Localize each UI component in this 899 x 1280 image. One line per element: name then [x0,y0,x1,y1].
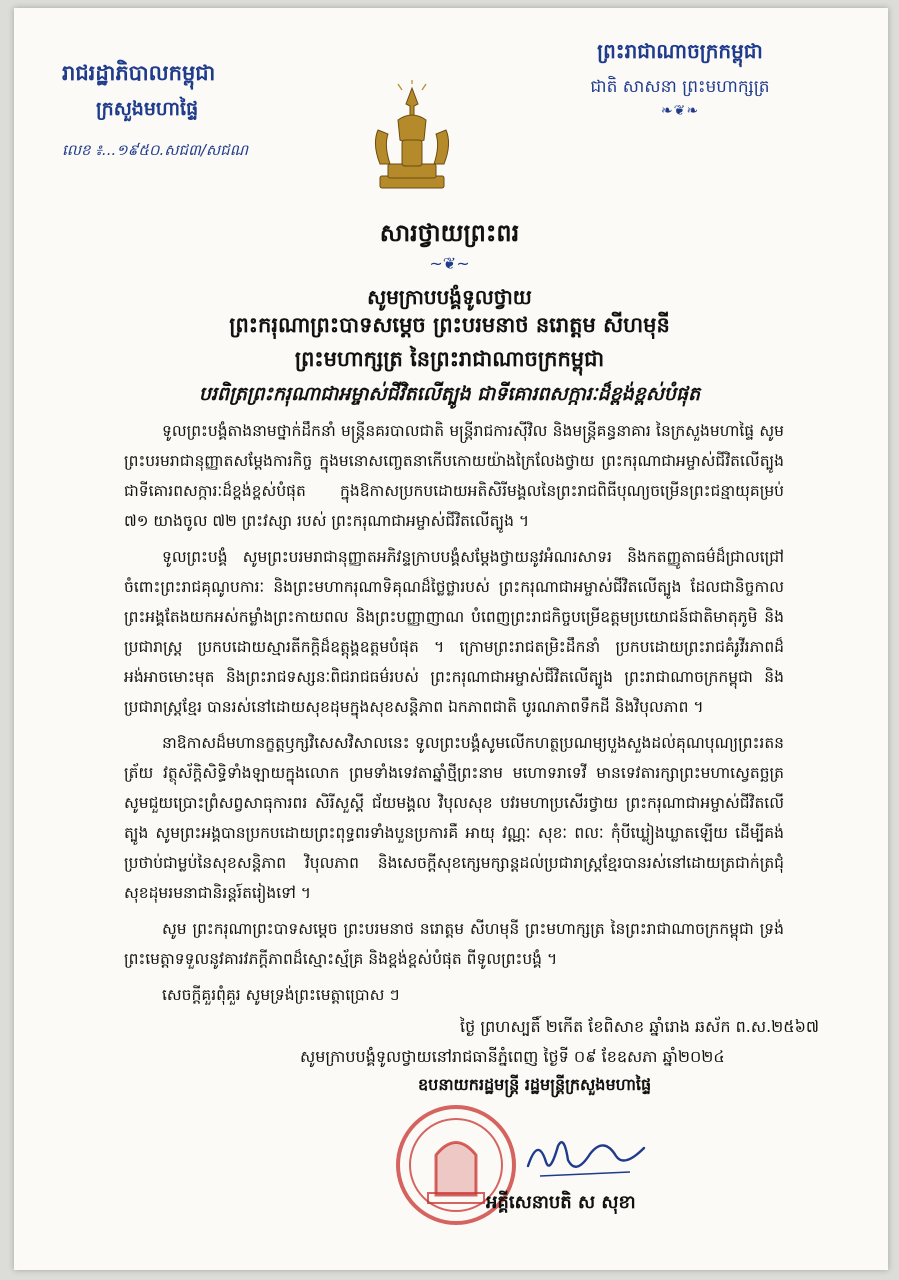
date-block [300,1012,840,1072]
body-paragraph: ទូលព្រះបង្គំតាងនាមថ្នាក់ដឹកនាំ មន្ត្រីនគរបាលជាតិ មន្ត្រីរាជការស៊ីវិល និងមន្ត្រីគន្ធនាគារ នៃក្រសួងមហាផ្ទៃ សូមព្រះបរមរាជានុញ្ញាតសម្ដែងការកិច្ច ក្នុងមនោសញ្ចេតនាកើបកោយយ៉ាងក្រៃលែងថ្វាយ ព្រះករុណាជាអម្ចាស់ជីវិតលើត្បូង ជាទីគោរពសក្ការៈដ៏ខ្ពង់ខ្ពស់បំផុត ក្នុងឱកាសប្រកបដោយអតិសិរីមង្គលនៃព្រះរាជពិធីបុណ្យចម្រើនព្រះជន្មាយុគម្រប់ ៧១ យាងចូល ៧២ ព្រះវស្សា របស់ ព្រះករុណាជាអម្ចាស់ជីវិតលើត្បូង ។ [124,422,784,530]
national-motto: ជាតិ សាសនា ព្រះមហាក្សត្រ [590,77,770,97]
title-ornament: ~❦~ [429,254,470,273]
signer-name: អគ្គីសេនាបតិ ស សុខា [486,1192,636,1213]
kingdom-header [555,38,805,119]
kingdom-name: ព្រះរាជាណាចក្រកម្ពុជា [597,39,763,63]
king-role-line: ព្រះមហាក្សត្រ នៃព្រះរាជាណាចក្រកម្ពុជា [294,347,605,371]
body-paragraph: ទូលព្រះបង្គំ សូមព្រះបរមរាជានុញ្ញាតអភិវន្ទក្រាបបង្គំសម្ដែងថ្វាយនូវអំណរសាទរ និងកតញ្ញូតាធម៌ដ៏ជ្រាលជ្រៅ ចំពោះព្រះរាជគុណូបការៈ និងព្រះមហាករុណាទិគុណដ៏ថ្លៃថ្លារបស់ ព្រះករុណាជាអម្ចាស់ជីវិតលើត្បូង ដែលជានិច្ចកាល ព្រះអង្គតែងយកអស់កម្លាំងព្រះកាយពល និងព្រះបញ្ញាញាណ បំពេញព្រះរាជកិច្ចបម្រើឧត្ដមប្រយោជន៍ជាតិមាតុភូមិ និងប្រជារាស្ត្រ ប្រកបដោយស្មារតីកក្ដិដ៏ឧត្ដុង្គឧត្ដមបំផុត ។ ក្រោមព្រះរាជតម្រិះដឹកនាំ ប្រកបដោយព្រះរាជគំរូវីរភាពដ៏អង់អាចមោះមុត និងព្រះរាជទស្សនៈពិជរាជធម៌របស់ ព្រះករុណាជាអម្ចាស់ជីវិតលើត្បូង ព្រះរាជាណាចក្រកម្ពុជា និងប្រជារាស្ត្រខ្មែរ បានរស់នៅដោយសុខដុមក្នុងសុខសន្តិភាព ឯកភាពជាតិ បូរណភាពទឹកដី និងវិបុលភាព ។ [124,548,784,716]
handwritten-signature [520,1126,650,1186]
ministry-name: ក្រសួងមហាផ្ទៃ [96,98,199,120]
ministry-header [62,60,292,163]
body-paragraph: សេចក្ដីគួរពុំគួរ សូមទ្រង់ព្រះមេត្តាប្រោស ៗ [162,986,400,1004]
letter-body [124,416,784,1016]
salutation-line: សូមក្រាបបង្គំទូលថ្វាយ [367,285,532,309]
body-paragraph: សូម ព្រះករុណាព្រះបាទសម្ដេច ព្រះបរមនាថ នរោត្តម សីហមុនី ព្រះមហាក្សត្រ នៃព្រះរាជាណាចក្រកម្ពុជា ទ្រង់ព្រះមេត្តាទទួលនូវគារវភក្តីភាពដ៏ស្មោះស្ម័គ្រ និងខ្ពង់ខ្ពស់បំផុត ពីទូលព្រះបង្គំ ។ [124,920,784,968]
king-title-line: ព្រះករុណាព្រះបាទសម្ដេច ព្រះបរមនាថ នរោត្តម សីហមុនី [229,313,670,337]
header-ornament: ❧❦❧ [660,103,700,119]
royal-emblem-icon [358,80,466,198]
reference-number: លេខ ៖...១៩៥០.សជ៣/សជណ [62,141,248,159]
body-paragraph: នាឱកាសដ៏មហានក្ខត្តឫក្សវិសេសវិសាលនេះ ទូលព្រះបង្គំសូមលើកហត្ថប្រណម្យបួងសួងដល់គុណបុណ្យព្រះរតនត្រ័យ វត្ថុស័ក្តិសិទ្ធិទាំងឡាយក្នុងលោក ព្រមទាំងទេវតាឆ្នាំថ្មីព្រះនាម មហោទរាទេវី មានទេវតារក្សាព្រះមហាស្វេតច្ឆត្រ សូមជួយប្រោះព្រំសព្វសាធុការពរ សិរីសួស្ដី ជ័យមង្គល វិបុលសុខ បវរមហាប្រសើរថ្វាយ ព្រះករុណាជាអម្ចាស់ជីវិតលើត្បូង សូមព្រះអង្គបានប្រកបដោយព្រះពុទ្ធពរទាំងបួនប្រការគឺ អាយុ វណ្ណៈ សុខៈ ពលៈ កុំបីឃ្លៀងឃ្លាតឡើយ ដើម្បីគង់ប្រថាប់ជាម្លប់នៃសុខសន្តិភាព វិបុលភាព និងសេចក្ដីសុខក្សេមក្សាន្តដល់ប្រជារាស្ត្រខ្មែរបានរស់នៅដោយត្រជាក់ត្រជុំសុខដុមរមនាជានិរន្តរ៍តរៀងទៅ ។ [124,734,784,902]
signer-title: ឧបនាយករដ្ឋមន្ត្រី រដ្ឋមន្ត្រីក្រសួងមហាផ្ទៃ [418,1075,652,1094]
solar-date: សូមក្រាបបង្គំទូលថ្វាយនៅរាជធានីភ្នំពេញ ថ្ងៃទី ០៩ ខែឧសភា ឆ្នាំ២០២៤ [300,1047,725,1066]
government-name: រាជរដ្ឋាភិបាលកម្ពុជា [62,61,216,85]
honorific-line: បរពិត្រព្រះករុណាជាអម្ចាស់ជីវិតលើត្បូង ជាទីគោរពសក្ការៈដ៏ខ្ពង់ខ្ពស់បំផុត [198,383,701,405]
letter-title: សារថ្វាយព្រះពរ [379,219,520,247]
lunar-date: ថ្ងៃ ព្រហស្បតិ៍ ២កើត ខែពិសាខ ឆ្នាំរោង ឆស័ក ព.ស.២៥៦៧ [460,1017,820,1036]
